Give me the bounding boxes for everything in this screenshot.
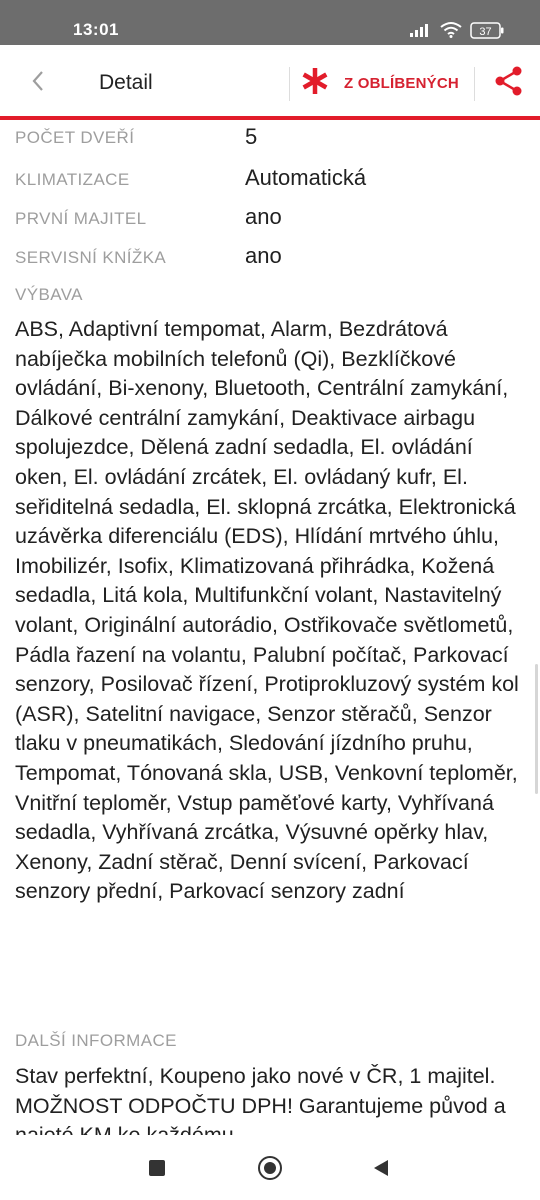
spec-row-service-book	[0, 241, 540, 279]
battery-icon	[470, 22, 504, 39]
spec-label: POČET DVEŘÍ	[15, 128, 135, 147]
circle-home-icon[interactable]	[258, 1156, 282, 1180]
additional-info-label: DALŠÍ INFORMACE	[15, 1031, 177, 1050]
share-icon	[492, 65, 524, 102]
equipment-text: ABS, Adaptivní tempomat, Alarm, Bezdrátová nabíječka mobilních telefonů (Qi), Bezklíčkové ovládání, Bi-xenony, Bluetooth, Centrální zamykání, Dálkové centrální zamykání, Deaktivace airbagu spolujezdce, Dělená zadní sedadla, El. ovládání oken, El. ovládání zrcátek, El. ovládaný kufr, El. seřiditelná sedadla, El. sklopná zrcátka, Elektronická uzávěrka diferenciálu (EDS), Hlídání mrtvého úhlu, Imobilizér, Isofix, Klimatizovaná přihrádka, Kožená sedadla, Litá kola, Multifunkční volant, Nastavitelný volant, Originální autorádio, Ostřikovače světlometů, Pádla řazení na volantu, Palubní počítač, Parkovací senzory, Posilovač řízení, Protiprokluzový systém kol (ASR), Satelitní navigace, Senzor stěračů, Senzor tlaku v pneumatikách, Sledování jízdního pruhu, Tempomat, Tónovaná skla, USB, Venkovní teploměr, Vnitřní teploměr, Vstup paměťové karty, Vyhřívaná sedadla, Vyhřívaná zrcátka, Výsuvné opěrky hlav, Xenony, Zadní stěrač, Denní svícení, Parkovací senzory přední, Parkovací senzory zadní	[15, 317, 519, 904]
spec-value: ano	[245, 243, 282, 268]
divider	[289, 67, 290, 101]
system-nav-bar	[0, 1135, 540, 1200]
spec-label: PRVNÍ MAJITEL	[15, 209, 147, 228]
battery-level: 37	[479, 25, 492, 38]
share-button[interactable]	[488, 63, 528, 103]
status-time: 13:01	[73, 20, 119, 39]
spec-label: KLIMATIZACE	[15, 170, 130, 189]
app-bar	[0, 45, 540, 120]
spec-row-doors	[0, 124, 540, 162]
detail-content[interactable]	[0, 124, 540, 1135]
spec-row-climate	[0, 163, 540, 201]
home-dot	[264, 1162, 276, 1174]
status-icons	[410, 20, 504, 40]
chevron-left-icon	[31, 70, 45, 97]
favorites-label: Z OBLÍBENÝCH	[344, 74, 459, 92]
add-to-favorites-button[interactable]	[300, 59, 465, 107]
spec-label: SERVISNÍ KNÍŽKA	[15, 248, 167, 267]
wifi-icon	[440, 22, 462, 38]
spec-value: 5	[245, 124, 258, 149]
square-icon[interactable]	[149, 1160, 165, 1176]
spec-row-first-owner	[0, 202, 540, 240]
scrollbar[interactable]	[535, 664, 538, 794]
divider	[474, 67, 475, 101]
equipment-label: VÝBAVA	[15, 285, 83, 304]
additional-info-text: Stav perfektní, Koupeno jako nové v ČR, 1 majitel. MOŽNOST ODPOČTU DPH! Garantujeme původ a	[15, 1064, 506, 1118]
signal-icon	[410, 23, 432, 37]
spec-value: Automatická	[245, 165, 367, 190]
triangle-back-icon[interactable]	[372, 1159, 390, 1182]
asterisk-icon	[300, 66, 330, 101]
spec-value: ano	[245, 204, 282, 229]
page-title: Detail	[99, 71, 153, 94]
back-button[interactable]	[18, 63, 58, 103]
status-bar	[0, 0, 540, 45]
